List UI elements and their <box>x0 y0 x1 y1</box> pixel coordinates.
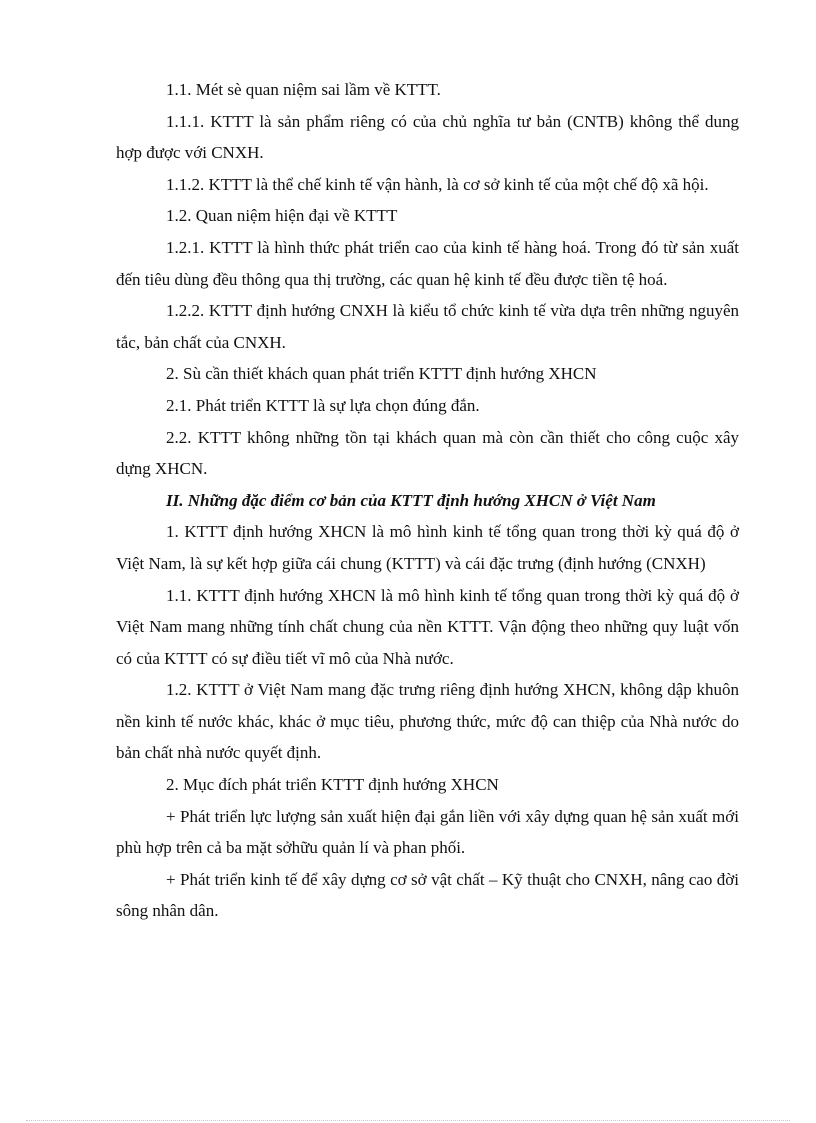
paragraph-2-2: 2.2. KTTT không những tồn tại khách quan mà còn cần thiết cho công cuộc xây dựng XHCN. <box>116 427 739 479</box>
paragraph-ii-1-2: 1.2. KTTT ở Việt Nam mang đặc trưng riêng định hướng XHCN, không dập khuôn nền kinh tế nước khác, khác ở mục tiêu, phương thức, mức độ can thiệp của Nhà nước do bản chất nhà nước quyết định. <box>116 680 739 763</box>
paragraph-1-2-1: 1.2.1. KTTT là hình thức phát triển cao của kinh tế hàng hoá. Trong đó từ sản xuất đến tiêu dùng đều thông qua thị trường, các quan hệ kinh tế đều được tiền tệ hoá. <box>116 237 739 289</box>
paragraph-ii-2: 2. Mục đích phát triển KTTT định hướng XHCN <box>166 775 499 795</box>
paragraph-1-2-2: 1.2.2. KTTT định hướng CNXH là kiểu tổ chức kinh tế vừa dựa trên những nguyên tắc, bản chất của CNXH. <box>116 301 739 352</box>
section-heading-ii: II. Những đặc điểm cơ bản của KTTT định hướng XHCN ở Việt Nam <box>166 490 656 510</box>
paragraph-1-2: 1.2. Quan niệm hiện đại về KTTT <box>166 206 398 226</box>
paragraph-ii-1-1: 1.1. KTTT định hướng XHCN là mô hình kinh tế tổng quan trong thời kỳ quá độ ở Việt Nam mang những tính chất chung của nền KTTT. Vận động theo những quy luật vốn có của KTTT có sự điều tiết vĩ mô của Nhà nước. <box>116 585 739 668</box>
paragraph-1-1-1: 1.1.1. KTTT là sản phẩm riêng có của chủ nghĩa tư bản (CNTB) không thể dung hợp được với CNXH. <box>116 111 739 163</box>
paragraph-2: 2. Sù cần thiết khách quan phát triển KTTT định hướng XHCN <box>166 364 597 384</box>
paragraph-2-1: 2.1. Phát triển KTTT là sự lựa chọn đúng đắn. <box>166 395 480 415</box>
paragraph-bullet-2: + Phát triển kinh tế để xây dựng cơ sở vật chất – Kỹ thuật cho CNXH, nâng cao đời sông nhân dân. <box>116 869 739 921</box>
paragraph-ii-1: 1. KTTT định hướng XHCN là mô hình kinh tế tổng quan trong thời kỳ quá độ ở Việt Nam, là sự kết hợp giữa cái chung (KTTT) và cái đặc trưng (định hướng (CNXH) <box>116 522 739 573</box>
document-page <box>116 74 739 927</box>
paragraph-1-1-2: 1.1.2. KTTT là thể chế kinh tế vận hành, là cơ sở kinh tế của một chế độ xã hội. <box>166 174 709 194</box>
paragraph-1-1: 1.1. Mét sè quan niệm sai lầm về KTTT. <box>166 80 441 99</box>
page-bottom-divider <box>26 1120 790 1121</box>
paragraph-bullet-1: + Phát triển lực lượng sản xuất hiện đại gắn liền với xây dựng quan hệ sản xuất mới phù hợp trên cả ba mặt sởhữu quản lí và phan phối. <box>116 806 739 858</box>
